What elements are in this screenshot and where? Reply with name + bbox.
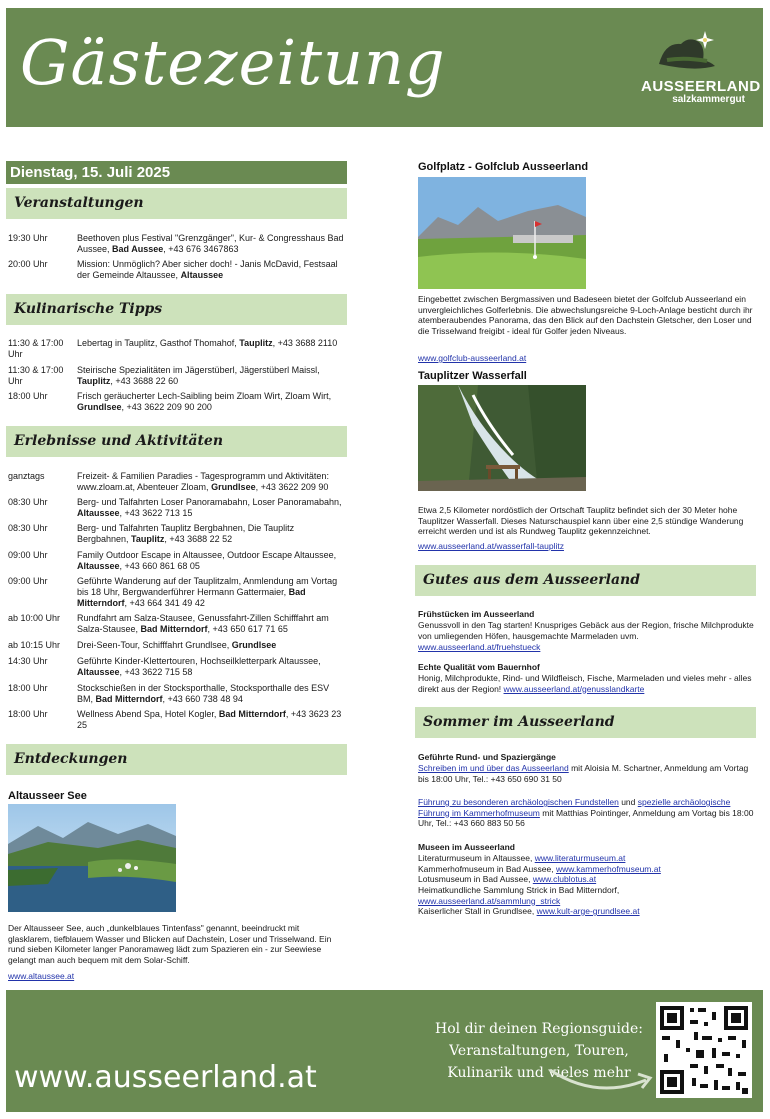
museum-link[interactable]: www.ausseerland.at/sammlung_strick <box>418 895 561 906</box>
footer-url[interactable]: www.ausseerland.at <box>14 1060 317 1095</box>
museum-name: Kammerhofmuseum in Bad Aussee, <box>418 864 556 874</box>
item-description <box>77 640 345 651</box>
altaussee-title: Altausseer See <box>8 790 87 802</box>
museum-item <box>418 853 758 864</box>
section-goods: Gutes aus dem Ausseerland <box>415 565 756 596</box>
item-phone: , +43 3688 22 60 <box>110 376 179 386</box>
item-text: Berg- und Talfahrten Loser Panoramabahn, Loser Panoramabahn, <box>77 497 342 507</box>
ausseerland-logo <box>641 26 761 108</box>
museum-name: Kaiserlicher Stall in Grundlsee, <box>418 906 537 916</box>
item-phone: , +43 3622 209 90 <box>255 482 329 492</box>
logo-brand: AUSSEERLAND <box>641 78 761 95</box>
item-place: Tauplitz <box>239 338 273 348</box>
item-description <box>77 523 345 545</box>
item-place: Bad Mitterndorf <box>218 709 286 719</box>
museum-name: Lotusmuseum in Bad Aussee, <box>418 874 533 884</box>
item-description <box>77 683 345 705</box>
item-place: Grundlsee <box>211 482 256 492</box>
item-time: 11:30 & 17:00 Uhr <box>8 338 64 359</box>
museum-link[interactable]: www.clublotus.at <box>532 874 597 884</box>
item-time: 08:30 Uhr <box>8 497 48 507</box>
item-place: Tauplitz <box>131 534 165 544</box>
altaussee-text: Der Altausseer See, auch „dunkelblaues Tintenfass" genannt, beeindruckt mit glasklarem, tiefblauem Wasser und Blicken auf Dachstein, Loser und Trisselwand. Ein rund sieben Kilometer langer Panoramaweg lädt zum Spazieren ein - zur Seewiese gelangt man auch bequem mit dem Solar-Schiff. <box>8 923 332 965</box>
item-time: ab 10:00 Uhr <box>8 613 61 623</box>
item-text: Family Outdoor Escape in Altaussee, Outdoor Escape Altaussee, <box>77 550 337 560</box>
qr-code-icon[interactable] <box>656 1002 752 1098</box>
item-phone: , +43 676 3467863 <box>163 244 239 254</box>
item-phone: , +43 3688 22 52 <box>164 534 233 544</box>
item-phone: , +43 3688 2110 <box>272 338 338 348</box>
item-place: Bad Mitterndorf <box>140 624 208 634</box>
golf-link[interactable]: www.golfclub-ausseerland.at <box>418 353 527 363</box>
item-time: 20:00 Uhr <box>8 259 48 269</box>
item-phone: , +43 664 341 49 42 <box>124 598 205 608</box>
item-description <box>77 391 345 413</box>
waterfall-image <box>418 385 586 491</box>
museum-item <box>418 906 758 917</box>
farm-link[interactable]: www.ausseerland.at/genusslandkarte <box>503 683 645 694</box>
item-time: 09:00 Uhr <box>8 550 48 560</box>
item-text: Geführte Kinder-Klettertouren, Hochseilkletterpark Altaussee, <box>77 656 321 666</box>
logo-sub: salzkammergut <box>672 94 745 105</box>
waterfall-title: Tauplitzer Wasserfall <box>418 370 527 382</box>
item-place: Altaussee <box>77 667 120 677</box>
tours-title: Geführte Rund- und Spaziergänge <box>418 752 556 762</box>
farm-paragraph <box>418 673 758 694</box>
item-text: Freizeit- & Familien Paradies - Tagesprogramm und Aktivitäten: www.zloam.at, Abenteuer Zloam, <box>77 471 329 492</box>
item-place: Altaussee <box>77 508 120 518</box>
item-text: Lebertag in Tauplitz, Gasthof Thomahof, <box>77 338 240 348</box>
tours-link-writing[interactable]: Schreiben im und über das Ausseerland <box>418 763 569 773</box>
section-summer: Sommer im Ausseerland <box>415 707 756 738</box>
arrow-icon <box>546 1060 656 1096</box>
item-description <box>77 471 345 493</box>
museum-item <box>418 874 758 885</box>
tours-and: und <box>618 797 638 807</box>
item-description <box>77 613 345 635</box>
tours-text-2: mit Matthias Pointinger, Anmeldung am Vortag bis 18:00 Uhr, Tel.: +43 660 883 50 56 <box>418 807 754 829</box>
item-text: Stockschießen in der Stocksporthalle, Stocksporthalle des ESV BM, <box>77 683 330 704</box>
item-phone: , +43 3622 715 58 <box>119 667 193 677</box>
museum-link[interactable]: www.kult-arge-grundlsee.at <box>536 906 640 916</box>
museum-name: Literaturmuseum in Altaussee, <box>418 853 535 863</box>
promo-line-1: Hol dir deinen Regionsguide: <box>435 1021 643 1037</box>
item-description <box>77 338 345 349</box>
waterfall-link[interactable]: www.ausseerland.at/wasserfall-tauplitz <box>418 541 564 551</box>
tours-paragraph-1 <box>418 763 758 784</box>
item-description <box>77 259 345 281</box>
date-bar: Dienstag, 15. Juli 2025 <box>6 161 347 184</box>
item-place: Grundlsee <box>77 402 122 412</box>
museum-name: Heimatkundliche Sammlung Strick in Bad Mitterndorf, <box>418 885 620 895</box>
item-description <box>77 233 345 255</box>
item-phone: , +43 3622 713 15 <box>119 508 193 518</box>
golf-text: Eingebettet zwischen Bergmassiven und Badeseen bietet der Golfclub Ausseerland ein unvergleichliches Golferlebnis. Die abwechslungsreiche 9-Loch-Anlage besticht durch ihr atemberaubendes Panorama, das den Blick auf den Dachstein Gletscher, den Loser und die Trisselwand freigibt - ideal für Golfer jeden Niveaus. <box>418 294 753 336</box>
item-text: Mission: Unmöglich? Aber sicher doch! - Janis McDavid, Festsaal der Gemeinde Altaussee, <box>77 259 338 280</box>
item-time: ab 10:15 Uhr <box>8 640 61 650</box>
breakfast-text: Genussvoll in den Tag starten! Knuspriges Gebäck aus der Region, frische Milchprodukte von umliegenden Höfen, hausgemachte Marmeladen uvm. <box>418 620 754 641</box>
item-place: Altaussee <box>77 561 120 571</box>
item-text: Steirische Spezialitäten im Jägerstüberl, Jägerstüberl Maissl, <box>77 365 320 375</box>
item-time: 18:00 Uhr <box>8 709 48 719</box>
item-place: Altaussee <box>180 270 224 280</box>
item-time: 14:30 Uhr <box>8 656 48 666</box>
item-time: 08:30 Uhr <box>8 523 48 533</box>
item-time: 09:00 Uhr <box>8 576 48 586</box>
item-time: 19:30 Uhr <box>8 233 48 243</box>
museum-link[interactable]: www.kammerhofmuseum.at <box>555 864 661 874</box>
breakfast-title: Frühstücken im Ausseerland <box>418 609 535 619</box>
item-description <box>77 709 345 731</box>
item-text: Rundfahrt am Salza-Stausee, Genussfahrt-Zillen Schifffahrt am Salza-Stausee, <box>77 613 329 634</box>
section-events: Veranstaltungen <box>6 188 347 219</box>
item-place: Bad Aussee <box>112 244 164 254</box>
item-place: Grundlsee <box>231 640 277 650</box>
item-time: 18:00 Uhr <box>8 391 48 401</box>
item-text: Berg- und Talfahrten Tauplitz Bergbahnen, Die Tauplitz Bergbahnen, <box>77 523 295 544</box>
item-phone: , +43 660 738 48 94 <box>162 694 243 704</box>
museums-title: Museen im Ausseerland <box>418 842 515 852</box>
breakfast-link[interactable]: www.ausseerland.at/fruehstueck <box>418 642 541 652</box>
item-time: 18:00 Uhr <box>8 683 48 693</box>
hat-icon <box>655 30 717 74</box>
section-culinary: Kulinarische Tipps <box>6 294 347 325</box>
item-place: Tauplitz <box>77 376 111 386</box>
item-description <box>77 550 345 572</box>
promo-line-2: Veranstaltungen, Touren, <box>449 1043 629 1059</box>
item-phone: , +43 650 617 71 65 <box>207 624 288 634</box>
tours-text-1: mit Aloisia M. Schartner, Anmeldung am Vortag bis 18:00 Uhr, Tel.: +43 650 690 31 50 <box>418 763 749 784</box>
item-time: ganztags <box>8 471 45 481</box>
item-text: Geführte Wanderung auf der Tauplitzalm, Anmlendung am Vortag bis 18 Uhr, Bergwanderführer Hermann Gattermaier, <box>77 576 338 597</box>
item-phone: , +43 660 861 68 05 <box>119 561 200 571</box>
museum-link[interactable]: www.literaturmuseum.at <box>534 853 626 863</box>
page-title: Gästezeitung <box>20 26 446 99</box>
item-phone: , +43 3622 209 90 200 <box>121 402 212 412</box>
golf-course-image <box>418 177 586 289</box>
item-text: Drei-Seen-Tour, Schifffahrt Grundlsee, <box>77 640 232 650</box>
item-text: Beethoven plus Festival "Grenzgänger", Kur- & Congresshaus Bad Aussee, <box>77 233 344 254</box>
tours-link-kammerhof[interactable]: spezielle archäologische Führung im Kammerhofmuseum <box>418 797 731 818</box>
altaussee-lake-image <box>8 804 176 912</box>
item-text: Frisch geräucherter Lech-Saibling beim Zloam Wirt, Zloam Wirt, <box>77 391 332 401</box>
item-description <box>77 497 345 519</box>
section-discoveries: Entdeckungen <box>6 744 347 775</box>
altaussee-link[interactable]: www.altaussee.at <box>8 971 75 981</box>
item-place: Bad Mitterndorf <box>95 694 163 704</box>
item-time: 11:30 & 17:00 Uhr <box>8 365 64 386</box>
item-place: Bad Mitterndorf <box>77 587 306 608</box>
header-banner <box>6 8 763 127</box>
farm-title: Echte Qualität vom Bauernhof <box>418 662 540 672</box>
section-activities: Erlebnisse und Aktivitäten <box>6 426 347 457</box>
museum-item <box>418 885 758 906</box>
tours-paragraph-2 <box>418 797 758 829</box>
promo-line-3: Kulinarik und vieles mehr <box>447 1065 631 1081</box>
item-text: Wellness Abend Spa, Hotel Kogler, <box>77 709 219 719</box>
item-phone: , +43 3623 23 25 <box>77 709 342 730</box>
footer-banner <box>6 990 763 1112</box>
item-description <box>77 365 345 387</box>
museum-item <box>418 864 758 875</box>
farm-text: Honig, Milchprodukte, Rind- und Wildfleisch, Fische, Marmeladen und vieles mehr - alles direkt aus der Region! <box>418 673 752 694</box>
waterfall-text: Etwa 2,5 Kilometer nordöstlich der Ortschaft Tauplitz befindet sich der 30 Meter hohe Tauplitzer Wasserfall. Dieses Naturschauspiel kann über eine 2,5 stündige Wanderung erreicht werden und ist als Rundweg Tauplitz gekennzeichnet. <box>418 505 744 537</box>
tours-link-archaeology[interactable]: Führung zu besonderen archäologischen Fundstellen <box>418 797 619 807</box>
item-description <box>77 656 345 678</box>
golf-title: Golfplatz - Golfclub Ausseerland <box>418 161 589 173</box>
item-description <box>77 576 345 609</box>
